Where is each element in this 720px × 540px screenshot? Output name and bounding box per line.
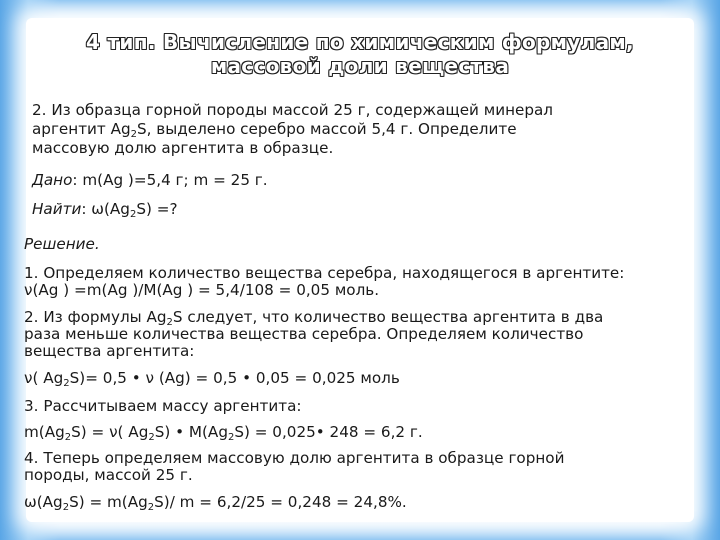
step4-line-3: $\omega(Ag_2S) = m(Ag_2S)/$ m = 6,2/25 = 0,248 = 24,8%. (24, 493, 407, 513)
title-line-2: массовой доли вещества (210, 54, 510, 78)
problem-line-3: массовую долю аргентита в образце. (32, 139, 334, 157)
step3-line-1: 3. Рассчитываем массу аргентита: (24, 397, 302, 415)
step2-line-3: вещества аргентита: (24, 342, 195, 360)
step3-line-2: $m(Ag_2S) = \nu$( $Ag_2S$) • $M(Ag_2S)$ = 0,025• 248 = 6,2 г. (24, 423, 423, 443)
title-line-1: 4 тип. Вычисление по химическим формулам, (86, 30, 634, 54)
step2-line-2: раза меньше количества вещества серебра. Определяем количество (24, 325, 584, 343)
step2-line-4: ν( $Ag_2S)= 0,5$ • ν (Ag) = 0,5 • 0,05 = 0,025 моль (24, 369, 400, 389)
step1-line-1: 1. Определяем количество вещества серебра, находящегося в аргентите: (24, 264, 625, 282)
slide-title (40, 30, 680, 78)
step4-line-1: 4. Теперь определяем массовую долю аргентита в образце горной (24, 449, 565, 467)
find-line: Найти: $\omega(Ag_2S)$ =? (32, 200, 178, 220)
problem-line-2: аргентит $Ag_2S$, выделено серебро массой 5,4 г. Определите (32, 120, 517, 140)
step4-line-2: породы, массой 25 г. (24, 466, 193, 484)
given-line: Дано: m(Ag )=5,4 г; m = 25 г. (32, 171, 268, 189)
problem-line-1: 2. Из образца горной породы массой 25 г, содержащей минерал (32, 101, 554, 119)
given-label: Дано (32, 171, 73, 189)
solution-label: Решение. (24, 235, 100, 253)
step1-line-2: ν(Ag ) =m(Ag )/M(Ag ) = 5,4/108 = 0,05 моль. (24, 281, 380, 299)
find-label: Найти (32, 200, 82, 218)
step2-line-1: 2. Из формулы $Ag_2S$ следует, что количество вещества аргентита в два (24, 308, 604, 328)
